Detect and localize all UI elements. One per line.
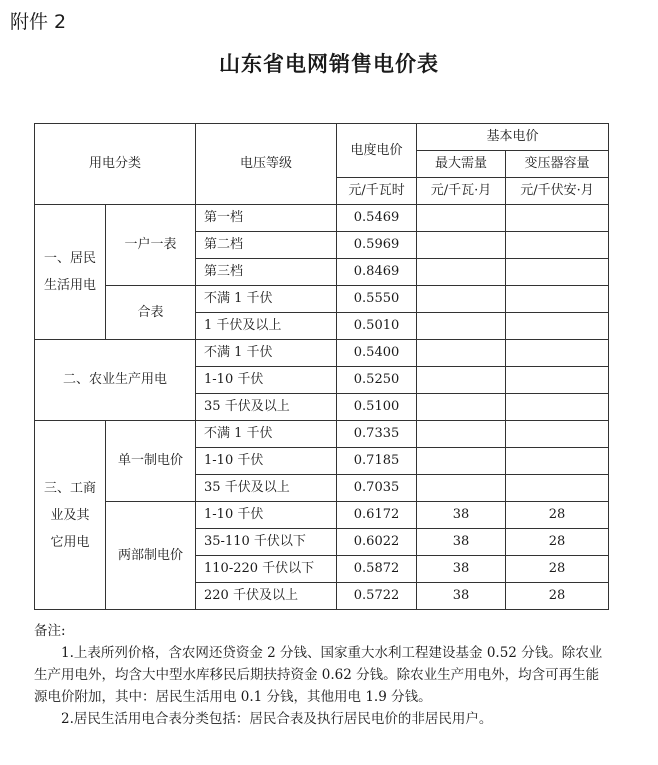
voltage-cell: 220 千伏及以上 bbox=[196, 583, 337, 610]
voltage-cell: 不满 1 千伏 bbox=[196, 286, 337, 313]
table-row bbox=[35, 286, 609, 313]
capacity-cell: 28 bbox=[506, 529, 609, 556]
capacity-cell bbox=[506, 475, 609, 502]
capacity-cell bbox=[506, 421, 609, 448]
capacity-cell bbox=[506, 367, 609, 394]
group-industrial-line2: 业及其 bbox=[50, 507, 90, 523]
capacity-cell bbox=[506, 394, 609, 421]
group-residential bbox=[35, 205, 106, 340]
voltage-cell: 35 千伏及以上 bbox=[196, 475, 337, 502]
price-cell: 0.7185 bbox=[337, 448, 417, 475]
voltage-cell: 1-10 千伏 bbox=[196, 448, 337, 475]
voltage-cell: 第三档 bbox=[196, 259, 337, 286]
header-energy-price: 电度电价 bbox=[337, 124, 417, 178]
group-industrial bbox=[35, 421, 106, 610]
demand-cell: 38 bbox=[417, 556, 506, 583]
subgroup-shared-meter: 合表 bbox=[106, 286, 196, 340]
demand-cell bbox=[417, 232, 506, 259]
page-title: 山东省电网销售电价表 bbox=[219, 52, 439, 76]
price-cell: 0.5872 bbox=[337, 556, 417, 583]
subgroup-single-meter: 一户一表 bbox=[106, 205, 196, 286]
header-basic-price: 基本电价 bbox=[417, 124, 609, 151]
price-cell: 0.5250 bbox=[337, 367, 417, 394]
header-transformer-capacity: 变压器容量 bbox=[506, 151, 609, 178]
capacity-cell bbox=[506, 340, 609, 367]
voltage-cell: 不满 1 千伏 bbox=[196, 421, 337, 448]
unit-demand: 元/千瓦·月 bbox=[417, 178, 506, 205]
price-cell: 0.5100 bbox=[337, 394, 417, 421]
price-cell: 0.5469 bbox=[337, 205, 417, 232]
header-voltage: 电压等级 bbox=[196, 124, 337, 205]
price-cell: 0.7335 bbox=[337, 421, 417, 448]
voltage-cell: 1-10 千伏 bbox=[196, 502, 337, 529]
capacity-cell: 28 bbox=[506, 556, 609, 583]
voltage-cell: 1 千伏及以上 bbox=[196, 313, 337, 340]
price-cell: 0.7035 bbox=[337, 475, 417, 502]
demand-cell bbox=[417, 259, 506, 286]
demand-cell bbox=[417, 313, 506, 340]
demand-cell bbox=[417, 421, 506, 448]
table-header-row bbox=[35, 124, 609, 151]
unit-energy: 元/千瓦时 bbox=[337, 178, 417, 205]
attachment-label: 附件 2 bbox=[10, 11, 67, 33]
demand-cell: 38 bbox=[417, 502, 506, 529]
price-cell: 0.6022 bbox=[337, 529, 417, 556]
table-row bbox=[35, 205, 609, 232]
note-item: 2.居民生活用电合表分类包括：居民合表及执行居民电价的非居民用户。 bbox=[61, 711, 493, 727]
demand-cell bbox=[417, 475, 506, 502]
table-row bbox=[35, 340, 609, 367]
header-max-demand: 最大需量 bbox=[417, 151, 506, 178]
voltage-cell: 第一档 bbox=[196, 205, 337, 232]
note-item: 1.上表所列价格，含农网还贷资金 2 分钱、国家重大水利工程建设基金 0.52 分钱。除农业生产用电外，均含大中型水库移民后期扶持资金 0.62 分钱。除农业生产用电外，均含可再生能源电价附加，其中：居民生活用电 0.1 分钱，其他用电 1.9 分钱。 bbox=[34, 645, 603, 705]
price-cell: 0.5722 bbox=[337, 583, 417, 610]
price-cell: 0.5010 bbox=[337, 313, 417, 340]
price-table bbox=[34, 123, 609, 610]
voltage-cell: 35-110 千伏以下 bbox=[196, 529, 337, 556]
capacity-cell bbox=[506, 313, 609, 340]
subgroup-single-tariff: 单一制电价 bbox=[106, 421, 196, 502]
table-row bbox=[35, 502, 609, 529]
voltage-cell: 不满 1 千伏 bbox=[196, 340, 337, 367]
capacity-cell bbox=[506, 205, 609, 232]
demand-cell bbox=[417, 448, 506, 475]
capacity-cell: 28 bbox=[506, 583, 609, 610]
price-cell: 0.5969 bbox=[337, 232, 417, 259]
unit-capacity: 元/千伏安·月 bbox=[506, 178, 609, 205]
voltage-cell: 第二档 bbox=[196, 232, 337, 259]
voltage-cell: 35 千伏及以上 bbox=[196, 394, 337, 421]
demand-cell: 38 bbox=[417, 529, 506, 556]
price-cell: 0.6172 bbox=[337, 502, 417, 529]
demand-cell bbox=[417, 205, 506, 232]
voltage-cell: 1-10 千伏 bbox=[196, 367, 337, 394]
group-industrial-line3: 它用电 bbox=[50, 534, 90, 550]
capacity-cell bbox=[506, 286, 609, 313]
demand-cell bbox=[417, 367, 506, 394]
price-cell: 0.5400 bbox=[337, 340, 417, 367]
header-category: 用电分类 bbox=[35, 124, 196, 205]
capacity-cell bbox=[506, 259, 609, 286]
capacity-cell: 28 bbox=[506, 502, 609, 529]
price-cell: 0.5550 bbox=[337, 286, 417, 313]
demand-cell bbox=[417, 286, 506, 313]
group-residential-line1: 一、居民 bbox=[43, 251, 96, 266]
notes-heading: 备注: bbox=[34, 623, 66, 639]
price-cell: 0.8469 bbox=[337, 259, 417, 286]
notes-section bbox=[34, 620, 608, 730]
subgroup-two-part-tariff: 两部制电价 bbox=[106, 502, 196, 610]
demand-cell: 38 bbox=[417, 583, 506, 610]
demand-cell bbox=[417, 340, 506, 367]
capacity-cell bbox=[506, 448, 609, 475]
voltage-cell: 110-220 千伏以下 bbox=[196, 556, 337, 583]
demand-cell bbox=[417, 394, 506, 421]
group-agricultural: 二、农业生产用电 bbox=[35, 340, 196, 421]
group-residential-line2: 生活用电 bbox=[43, 278, 96, 293]
capacity-cell bbox=[506, 232, 609, 259]
table-row bbox=[35, 421, 609, 448]
group-industrial-line1: 三、工商 bbox=[43, 480, 96, 496]
